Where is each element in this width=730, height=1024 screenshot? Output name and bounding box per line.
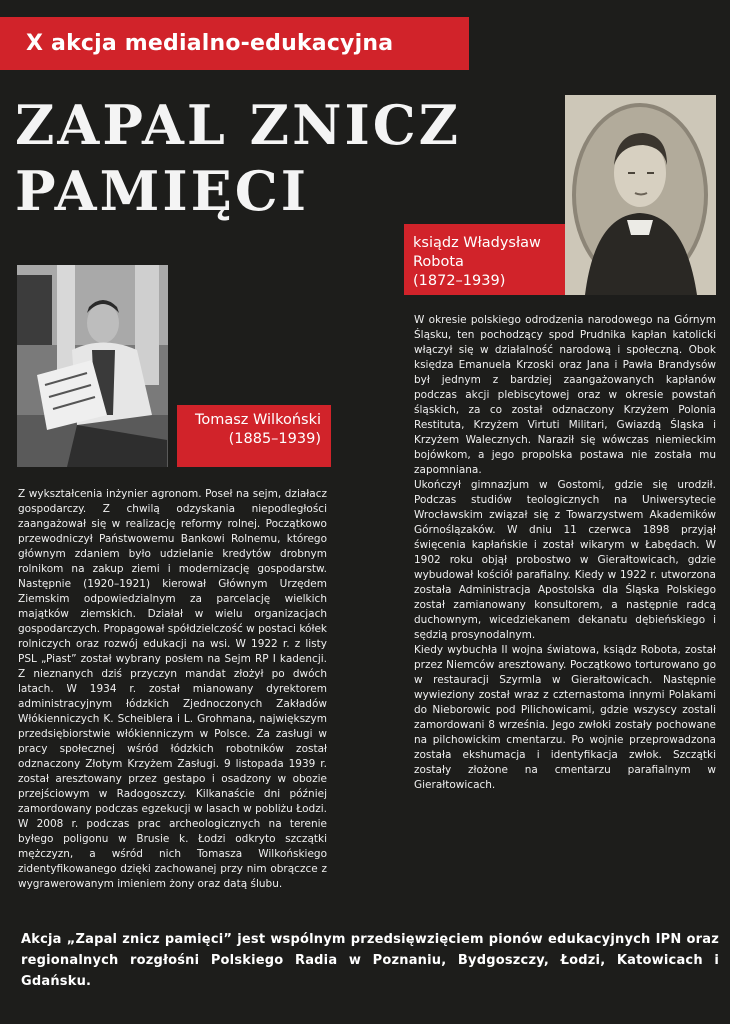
footer-text: Akcja „Zapal znicz pamięci” jest wspólnym przedsięwzięciem pionów edukacyjnych IPN oraz regionalnych rozgłośni Polskiego Radia w Poznaniu, Bydgoszczy, Łodzi, Katowicach i Gdańsku.: [21, 932, 719, 989]
campaign-banner: [0, 17, 469, 70]
robota-bio-paragraph-3: Kiedy wybuchła II wojna światowa, ksiądz Robota, został przez Niemców aresztowany. Początkowo torturowano go w restauracji Szyrmla w Gierałtowicach. Następnie wywieziony został wraz z czternastoma innymi Polakami do Nieborowic pod Pilichowicami, gdzie wszyscy zostali zamordowani 8 września. Jego zwłoki zostały pochowane na pilchowickim cmentarzu. Po wojnie przeprowadzona została ekshumacja i identyfikacja zwłok. Szczątki zostały złożone na cmentarzu parafialnym w Gierałtowicach.: [414, 644, 716, 791]
poster-title: [15, 92, 461, 224]
robota-name-line2: Robota: [413, 254, 464, 270]
wilkonski-years: (1885–1939): [228, 431, 321, 447]
wilkonski-bio-text: Z wykształcenia inżynier agronom. Poseł na sejm, działacz gospodarczy. Z chwilą odzyskania niepodległości zaangażował się w realizację reformy rolnej. Początkowo przewodniczył Państwowemu Bankowi Rolnemu, którego głównym zdaniem było udzielanie kredytów drobnym rolnikom na zakup ziemi i modernizację gospodarstw. Następnie (1920–1921) kierował Głównym Urzędem Ziemskim odpowiedzialnym za parcelację wielkich majątków ziemskich. Działał w wielu organizacjach gospodarczych. Propagował spółdzielczość w postaci kółek rolniczych oraz rozwój edukacji na wsi. W 1922 r. z listy PSL „Piast” został wybrany posłem na Sejm RP I kadencji. Z nieznanych dziś przyczyn mandat złożył po dwóch latach. W 1934 r. został mianowany dyrektorem administracyjnym łódzkich Zjednoczonych Zakładów Włókienniczych K. Scheiblera i L. Grohmana, największym przedsiębiorstwie włókienniczym w Polsce. Za zasługi w pracy społecznej wśród łódzkich robotników został odznaczony Złotym Krzyżem Zasługi. 9 listopada 1939 r. został aresztowany przez gestapo i osadzony w obozie przejściowym w Radogoszczy. Kilkanaście dni później zamordowany podczas egzekucji w lasach w pobliżu Łodzi. W 2008 r. podczas prac archeologicznych na terenie byłego poligonu w Brusie k. Łodzi odkryto szczątki mężczyzn, a wśród nich Tomasza Wilkońskiego zidentyfikowanego dzięki zachowanej przy nim obrączce z wygrawerowanym imieniem żony oraz datą ślubu.: [18, 488, 327, 890]
footer-note: [21, 929, 719, 992]
campaign-banner-text: X akcja medialno-edukacyjna: [26, 31, 394, 56]
robota-biography: [414, 313, 716, 793]
wilkonski-photo: [17, 265, 168, 467]
robota-bio-paragraph-2: Ukończył gimnazjum w Gostomi, gdzie się urodził. Podczas studiów teologicznych na Uniwersytecie Wrocławskim związał się z Towarzystwem Akademików Górnoślązaków. W dniu 11 czerwca 1898 przyjął święcenia kapłańskie i został wikarym w Łabędach. W 1902 roku objął probostwo w Gierałtowicach, gdzie wybudował kościół parafialny. Kiedy w 1922 r. utworzona została Administracja Apostolska dla Śląska Polskiego został zamianowany konsultorem, a następnie radcą duchownym, wicedziekanem dekanatu dębieńskiego i sędzią prosynodalnym.: [414, 479, 716, 641]
wilkonski-biography: [18, 487, 327, 892]
wilkonski-caption: [177, 405, 331, 467]
robota-caption: [404, 224, 565, 295]
robota-bio-paragraph-1: W okresie polskiego odrodzenia narodowego na Górnym Śląsku, ten pochodzący spod Prudnika kapłan katolicki włączył się w działalność narodową i społeczną. Obok księdza Emanuela Krzoski oraz Jana i Pawła Brandysów był jednym z bardziej zaangażowanych kapłanów podczas akcji plebiscytowej oraz w okresie powstań śląskich, za co został odznaczony Krzyżem Polonia Restituta, Krzyżem Virtuti Militari, Gwiazdą Śląska i Krzyżem Walecznych. Naraził się wówczas niemieckim bojówkom, a jego propolska postawa nie została mu zapomniana.: [414, 314, 716, 476]
robota-photo: [565, 95, 716, 295]
robota-years: (1872–1939): [413, 273, 506, 289]
poster-title-line2: PAMIĘCI: [15, 159, 310, 223]
robota-name-line1: ksiądz Władysław: [413, 235, 541, 251]
wilkonski-name: Tomasz Wilkoński: [194, 412, 321, 428]
poster-title-line1: ZAPAL ZNICZ: [15, 93, 462, 157]
